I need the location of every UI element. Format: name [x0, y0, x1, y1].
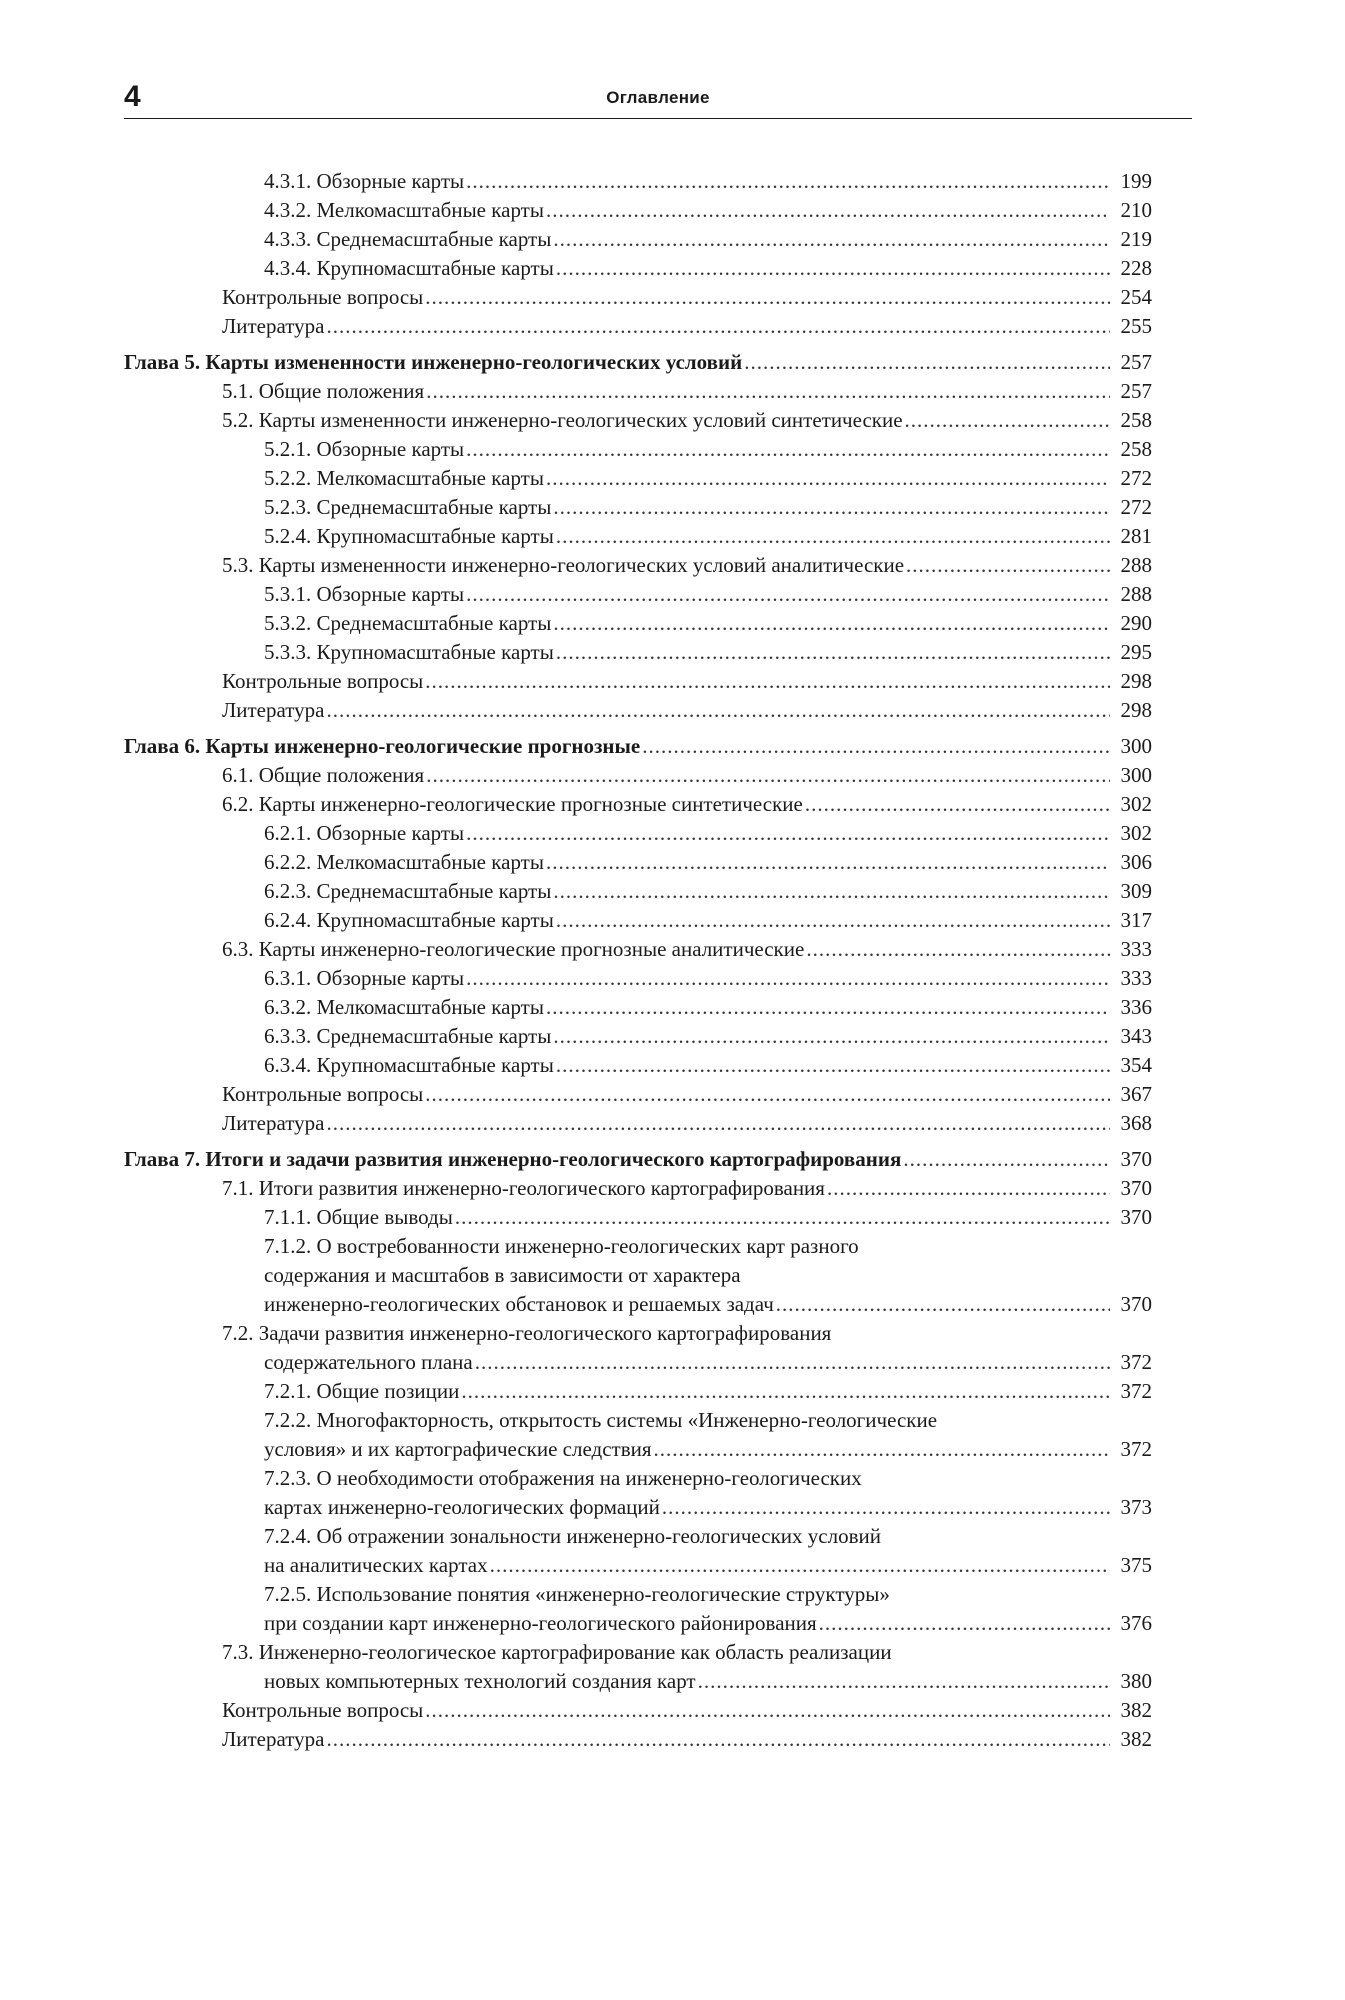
toc-entry[interactable]	[124, 1319, 1152, 1377]
toc-entry-title: 6.3.2. Мелкомасштабные карты	[264, 995, 544, 1019]
toc-entry[interactable]	[124, 1522, 1152, 1580]
toc-entry-title-line: 7.3. Инженерно-геологическое картографирование как область реализации	[222, 1640, 892, 1664]
toc-page-number: 382	[1120, 1698, 1152, 1722]
toc-entry-title: 5.2. Карты измененности инженерно-геологических условий синтетические	[222, 408, 903, 432]
toc-entry-title: 4.3.4. Крупномасштабные карты	[264, 256, 554, 280]
dot-leader	[546, 848, 1110, 877]
toc-entry-title: Литература	[222, 1111, 325, 1135]
toc-page-number: 302	[1120, 821, 1152, 845]
dot-leader	[744, 348, 1110, 377]
toc-page-number: 370	[1120, 1205, 1152, 1229]
toc-entry-title: Глава 7. Итоги и задачи развития инженерно-геологического картографирования	[124, 1147, 902, 1171]
toc-entry-title: 4.3.1. Обзорные карты	[264, 169, 465, 193]
toc-entry[interactable]	[124, 964, 1152, 993]
dot-leader	[556, 1051, 1110, 1080]
toc-entry[interactable]	[124, 1638, 1152, 1696]
dot-leader	[553, 1022, 1110, 1051]
dot-leader	[425, 667, 1110, 696]
toc-page-number: 370	[1120, 1147, 1152, 1171]
toc-entry[interactable]	[124, 167, 1152, 196]
toc-entry-title: 6.1. Общие положения	[222, 763, 425, 787]
toc-page-number: 257	[1120, 379, 1152, 403]
toc-entry-title: Глава 6. Карты инженерно-геологические прогнозные	[124, 734, 641, 758]
toc-entry[interactable]	[124, 493, 1152, 522]
toc-entry-title: 6.2.2. Мелкомасштабные карты	[264, 850, 544, 874]
toc-page-number: 300	[1120, 734, 1152, 758]
toc-page-number: 372	[1120, 1379, 1152, 1403]
toc-page-number: 298	[1120, 669, 1152, 693]
page-number: 4	[124, 80, 141, 113]
toc-entry[interactable]	[124, 993, 1152, 1022]
toc-entry-title: 6.3. Карты инженерно-геологические прогнозные аналитические	[222, 937, 805, 961]
toc-page-number: 254	[1120, 285, 1152, 309]
toc-page-number: 333	[1120, 966, 1152, 990]
toc-page-number: 302	[1120, 792, 1152, 816]
dot-leader	[546, 993, 1110, 1022]
toc-entry[interactable]	[124, 1696, 1152, 1725]
toc-entry-title: 6.3.3. Среднемасштабные карты	[264, 1024, 552, 1048]
dot-leader	[326, 696, 1110, 725]
toc-entry-title: Контрольные вопросы	[222, 285, 424, 309]
toc-entry-title: Контрольные вопросы	[222, 1698, 424, 1722]
toc-entry-title-line: на аналитических картах	[264, 1553, 488, 1577]
toc-entry-title: 5.2.2. Мелкомасштабные карты	[264, 466, 544, 490]
toc-page-number: 370	[1120, 1292, 1152, 1316]
toc-entry[interactable]	[124, 696, 1152, 725]
toc-entry-title: 6.3.4. Крупномасштабные карты	[264, 1053, 554, 1077]
toc-page-number: 368	[1120, 1111, 1152, 1135]
toc-entry-title: 5.2.3. Среднемасштабные карты	[264, 495, 552, 519]
toc-entry-title: 5.3. Карты измененности инженерно-геологических условий аналитические	[222, 553, 905, 577]
toc-page-number: 333	[1120, 937, 1152, 961]
toc-entry[interactable]	[124, 1203, 1152, 1232]
toc-page-number: 354	[1120, 1053, 1152, 1077]
toc-page-number: 257	[1120, 350, 1152, 374]
toc-entry-title: Глава 5. Карты измененности инженерно-геологических условий	[124, 350, 743, 374]
toc-entry[interactable]	[124, 667, 1152, 696]
dot-leader	[776, 1290, 1110, 1319]
dot-leader	[426, 761, 1110, 790]
toc-page-number: 376	[1120, 1611, 1152, 1635]
toc-page-number: 309	[1120, 879, 1152, 903]
toc-entry-title-line: картах инженерно-геологических формаций	[264, 1495, 660, 1519]
toc-entry-title-line: 7.2.4. Об отражении зональности инженерно-геологических условий	[264, 1524, 881, 1548]
toc-entry-title: 6.3.1. Обзорные карты	[264, 966, 465, 990]
toc-entry-title: 7.1. Итоги развития инженерно-геологического картографирования	[222, 1176, 825, 1200]
dot-leader	[475, 1348, 1110, 1377]
toc-chapter-entry[interactable]	[124, 732, 1152, 761]
toc-entry-title: 5.2.4. Крупномасштабные карты	[264, 524, 554, 548]
toc-entry-title: Контрольные вопросы	[222, 1082, 424, 1106]
toc-entry-title-line: содержательного плана	[264, 1350, 473, 1374]
toc-entry-title-line: содержания и масштабов в зависимости от характера	[264, 1263, 741, 1287]
dot-leader	[326, 312, 1110, 341]
dot-leader	[425, 1696, 1110, 1725]
dot-leader	[466, 435, 1110, 464]
toc-entry[interactable]	[124, 609, 1152, 638]
toc-entry-title: 4.3.2. Мелкомасштабные карты	[264, 198, 544, 222]
toc-entry[interactable]	[124, 1109, 1152, 1138]
toc-entry[interactable]	[124, 1377, 1152, 1406]
toc-entry[interactable]	[124, 1406, 1152, 1464]
toc-entry-title-line: 7.2. Задачи развития инженерно-геологического картографирования	[222, 1321, 832, 1345]
toc-page-number: 255	[1120, 314, 1152, 338]
toc-entry[interactable]	[124, 638, 1152, 667]
toc-page-number: 370	[1120, 1176, 1152, 1200]
toc-entry-title: 6.2.4. Крупномасштабные карты	[264, 908, 554, 932]
toc-entry-title: Литература	[222, 698, 325, 722]
dot-leader	[805, 790, 1110, 819]
toc-page-number: 367	[1120, 1082, 1152, 1106]
dot-leader	[553, 609, 1110, 638]
toc-page-number: 375	[1120, 1553, 1152, 1577]
toc-page-number: 219	[1120, 227, 1152, 251]
toc-entry-title-line: 7.2.3. О необходимости отображения на инженерно-геологических	[264, 1466, 862, 1490]
toc-page-number: 228	[1120, 256, 1152, 280]
dot-leader	[553, 877, 1110, 906]
dot-leader	[906, 551, 1110, 580]
dot-leader	[556, 254, 1110, 283]
toc-entry-title: 6.2. Карты инженерно-геологические прогнозные синтетические	[222, 792, 803, 816]
toc-entry[interactable]	[124, 1464, 1152, 1522]
dot-leader	[819, 1609, 1110, 1638]
toc-entry-title-line: 7.1.2. О востребованности инженерно-геологических карт разного	[264, 1234, 859, 1258]
toc-page-number: 380	[1120, 1669, 1152, 1693]
toc-entry-title: 6.2.1. Обзорные карты	[264, 821, 465, 845]
dot-leader	[425, 1080, 1110, 1109]
toc-entry[interactable]	[124, 406, 1152, 435]
dot-leader	[326, 1725, 1110, 1754]
toc-page-number: 199	[1120, 169, 1152, 193]
toc-entry-title: 5.2.1. Обзорные карты	[264, 437, 465, 461]
toc-entry-title: 5.3.1. Обзорные карты	[264, 582, 465, 606]
toc-page-number: 336	[1120, 995, 1152, 1019]
toc-page-number: 288	[1120, 553, 1152, 577]
toc-page-number: 372	[1120, 1437, 1152, 1461]
dot-leader	[642, 732, 1110, 761]
toc-entry-title: 5.3.2. Среднемасштабные карты	[264, 611, 552, 635]
toc-page-number: 382	[1120, 1727, 1152, 1751]
toc-page-number: 288	[1120, 582, 1152, 606]
toc-entry-title-line: при создании карт инженерно-геологического районирования	[264, 1611, 817, 1635]
toc-entry[interactable]	[124, 283, 1152, 312]
dot-leader	[662, 1493, 1110, 1522]
toc-entry-title: 6.2.3. Среднемасштабные карты	[264, 879, 552, 903]
toc-page-number: 300	[1120, 763, 1152, 787]
toc-entry-title-line: 7.2.5. Использование понятия «инженерно-геологические структуры»	[264, 1582, 890, 1606]
toc-entry-title-line: условия» и их картографические следствия	[264, 1437, 652, 1461]
toc-entry[interactable]	[124, 848, 1152, 877]
toc-entry-title: 7.2.1. Общие позиции	[264, 1379, 460, 1403]
toc-entry-title: Литература	[222, 1727, 325, 1751]
toc-entry-title-line: 7.2.2. Многофакторность, открытость системы «Инженерно-геологические	[264, 1408, 938, 1432]
dot-leader	[455, 1203, 1110, 1232]
dot-leader	[425, 283, 1110, 312]
running-title: Оглавление	[606, 88, 710, 107]
toc-page-number: 258	[1120, 437, 1152, 461]
toc-entry-title: Литература	[222, 314, 325, 338]
dot-leader	[556, 638, 1110, 667]
toc-page-number: 281	[1120, 524, 1152, 548]
toc-entry[interactable]	[124, 196, 1152, 225]
dot-leader	[426, 377, 1110, 406]
toc-entry-title: Контрольные вопросы	[222, 669, 424, 693]
dot-leader	[461, 1377, 1110, 1406]
toc-entry[interactable]	[124, 225, 1152, 254]
toc-page-number: 373	[1120, 1495, 1152, 1519]
dot-leader	[466, 819, 1110, 848]
toc-entry-title-line: инженерно-геологических обстановок и решаемых задач	[264, 1292, 774, 1316]
toc-page-number: 343	[1120, 1024, 1152, 1048]
toc-page-number: 372	[1120, 1350, 1152, 1374]
dot-leader	[490, 1551, 1110, 1580]
dot-leader	[903, 1145, 1110, 1174]
dot-leader	[466, 580, 1110, 609]
dot-leader	[827, 1174, 1110, 1203]
toc-entry[interactable]	[124, 1580, 1152, 1638]
dot-leader	[546, 464, 1110, 493]
toc-page-number: 272	[1120, 495, 1152, 519]
toc-page-number: 306	[1120, 850, 1152, 874]
dot-leader	[806, 935, 1110, 964]
toc-entry[interactable]	[124, 819, 1152, 848]
toc-page-number: 295	[1120, 640, 1152, 664]
toc-entry[interactable]	[124, 1174, 1152, 1203]
dot-leader	[905, 406, 1110, 435]
toc-page-number: 298	[1120, 698, 1152, 722]
toc-entry[interactable]	[124, 522, 1152, 551]
toc-entry[interactable]	[124, 435, 1152, 464]
dot-leader	[654, 1435, 1110, 1464]
dot-leader	[553, 493, 1110, 522]
toc-entry[interactable]	[124, 790, 1152, 819]
toc-entry-title: 5.1. Общие положения	[222, 379, 425, 403]
toc-page-number: 210	[1120, 198, 1152, 222]
toc-entry[interactable]	[124, 1051, 1152, 1080]
dot-leader	[698, 1667, 1110, 1696]
dot-leader	[553, 225, 1110, 254]
page-header	[124, 78, 1192, 119]
dot-leader	[546, 196, 1110, 225]
toc-entry-title-line: новых компьютерных технологий создания карт	[264, 1669, 696, 1693]
toc-entry[interactable]	[124, 580, 1152, 609]
toc-entry[interactable]	[124, 377, 1152, 406]
toc-entry[interactable]	[124, 935, 1152, 964]
toc-page-number: 272	[1120, 466, 1152, 490]
toc-entry[interactable]	[124, 761, 1152, 790]
toc-entry-title: 4.3.3. Среднемасштабные карты	[264, 227, 552, 251]
toc-entry-title: 5.3.3. Крупномасштабные карты	[264, 640, 554, 664]
toc-page-number: 317	[1120, 908, 1152, 932]
dot-leader	[326, 1109, 1110, 1138]
toc-entry[interactable]	[124, 1080, 1152, 1109]
toc-entry[interactable]	[124, 906, 1152, 935]
toc-entry[interactable]	[124, 254, 1152, 283]
toc-chapter-entry[interactable]	[124, 1145, 1152, 1174]
toc-entry[interactable]	[124, 464, 1152, 493]
dot-leader	[556, 906, 1110, 935]
toc-entry[interactable]	[124, 312, 1152, 341]
toc-entry[interactable]	[124, 1232, 1152, 1319]
toc-entry[interactable]	[124, 1725, 1152, 1754]
toc-entry[interactable]	[124, 877, 1152, 906]
table-of-contents	[124, 167, 1152, 1754]
dot-leader	[466, 167, 1110, 196]
dot-leader	[556, 522, 1110, 551]
toc-entry[interactable]	[124, 1022, 1152, 1051]
toc-entry-title: 7.1.1. Общие выводы	[264, 1205, 453, 1229]
toc-chapter-entry[interactable]	[124, 348, 1152, 377]
dot-leader	[466, 964, 1110, 993]
toc-entry[interactable]	[124, 551, 1152, 580]
toc-page-number: 290	[1120, 611, 1152, 635]
toc-page-number: 258	[1120, 408, 1152, 432]
